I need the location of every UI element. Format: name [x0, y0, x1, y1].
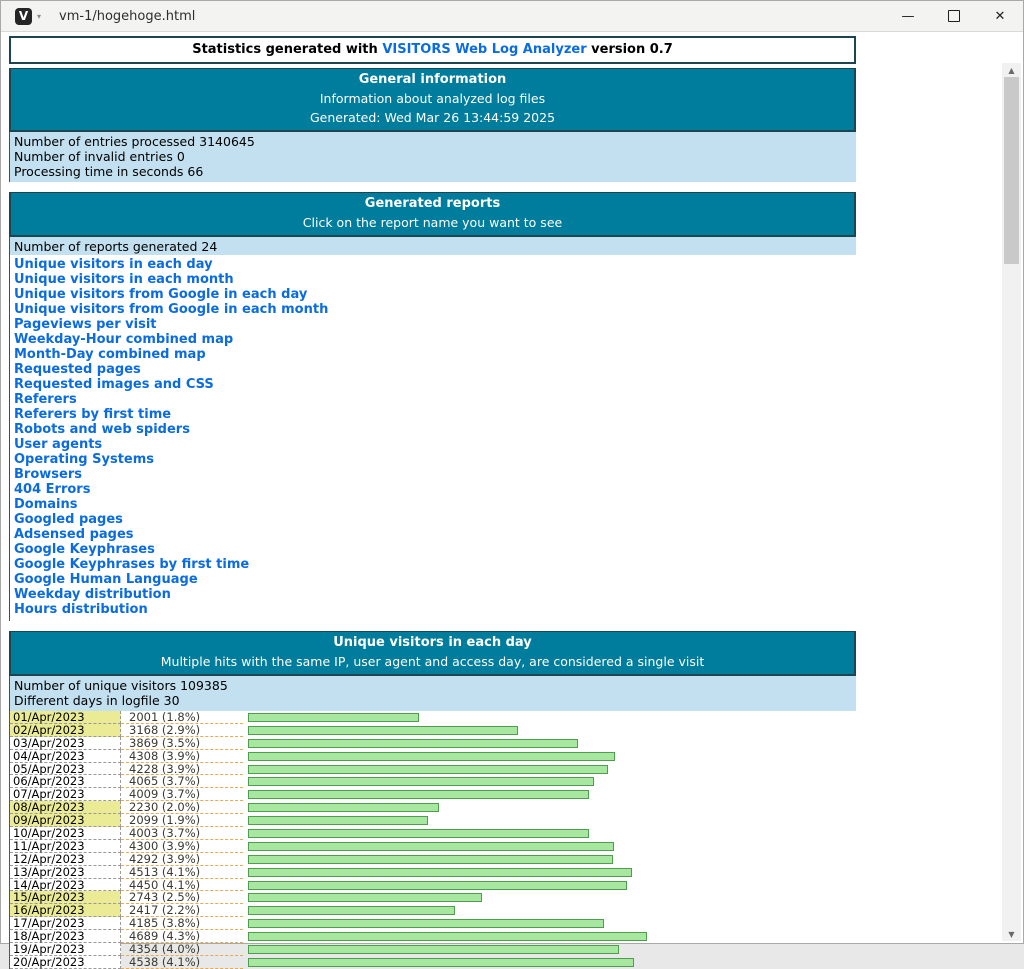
visitor-bar — [248, 919, 604, 928]
bar-cell — [243, 930, 856, 943]
value-cell: 2230 (2.0%) — [121, 801, 243, 814]
visitor-bar — [248, 906, 455, 915]
bar-cell — [243, 711, 856, 724]
date-cell: 17/Apr/2023 — [10, 917, 121, 930]
visitor-bar — [248, 726, 518, 735]
date-cell: 05/Apr/2023 — [10, 763, 121, 776]
date-cell: 10/Apr/2023 — [10, 827, 121, 840]
visitor-bar — [248, 893, 482, 902]
bar-cell — [243, 840, 856, 853]
visitor-bar — [248, 765, 608, 774]
visitor-bar — [248, 803, 439, 812]
bar-cell — [243, 788, 856, 801]
daily-visitors-subtitle: Multiple hits with the same IP, user agent and access day, are considered a single visit — [160, 654, 705, 669]
report-link[interactable]: Browsers — [14, 467, 82, 482]
date-cell: 07/Apr/2023 — [10, 788, 121, 801]
date-cell: 08/Apr/2023 — [10, 801, 121, 814]
value-cell: 2743 (2.5%) — [121, 891, 243, 904]
value-cell: 4300 (3.9%) — [121, 840, 243, 853]
report-link[interactable]: Domains — [14, 497, 78, 512]
title-prefix: Statistics generated with — [192, 42, 383, 57]
general-info-stats — [9, 132, 856, 182]
report-link[interactable]: Pageviews per visit — [14, 317, 157, 332]
daily-visitors-title: Unique visitors in each day — [333, 635, 532, 650]
minimize-button[interactable]: — — [901, 8, 915, 24]
bar-cell — [243, 853, 856, 866]
report-link[interactable]: Weekday-Hour combined map — [14, 332, 234, 347]
general-info-subtitle: Information about analyzed log files — [319, 91, 546, 106]
value-cell: 4228 (3.9%) — [121, 763, 243, 776]
report-link[interactable]: User agents — [14, 437, 103, 452]
date-cell: 16/Apr/2023 — [10, 904, 121, 917]
titlebar — [1, 1, 1023, 32]
report-links — [9, 255, 856, 621]
report-link[interactable]: Google Keyphrases by first time — [14, 557, 250, 572]
date-cell: 04/Apr/2023 — [10, 750, 121, 763]
daily-visitors-header — [9, 631, 856, 676]
maximize-icon — [948, 10, 960, 22]
report-link[interactable]: Unique visitors in each day — [14, 257, 213, 272]
bar-cell — [243, 737, 856, 750]
value-cell: 4689 (4.3%) — [121, 930, 243, 943]
date-cell: 15/Apr/2023 — [10, 891, 121, 904]
scrollbar-thumb[interactable] — [1004, 77, 1019, 264]
maximize-button[interactable] — [931, 1, 977, 31]
stat-line: Number of reports generated 24 — [14, 239, 218, 254]
date-cell: 06/Apr/2023 — [10, 775, 121, 788]
bar-cell — [243, 904, 856, 917]
bar-cell — [243, 943, 856, 956]
visitor-bar — [248, 739, 578, 748]
value-cell: 4354 (4.0%) — [121, 943, 243, 956]
value-cell: 4513 (4.1%) — [121, 866, 243, 879]
page-body — [1, 32, 1023, 969]
report-link[interactable]: Month-Day combined map — [14, 347, 206, 362]
visitor-bar — [248, 868, 632, 877]
visitor-bar — [248, 958, 634, 967]
visitor-bar — [248, 932, 647, 941]
bar-cell — [243, 956, 856, 969]
generated-reports-header — [9, 192, 856, 237]
date-cell: 18/Apr/2023 — [10, 930, 121, 943]
value-cell: 4065 (3.7%) — [121, 775, 243, 788]
report-link[interactable]: Unique visitors from Google in each month — [14, 302, 329, 317]
generated-reports-title: Generated reports — [364, 196, 501, 211]
visitors-analyzer-link[interactable]: VISITORS Web Log Analyzer — [382, 42, 587, 57]
bar-cell — [243, 750, 856, 763]
bar-cell — [243, 891, 856, 904]
general-info-title: General information — [358, 72, 507, 87]
value-cell: 4308 (3.9%) — [121, 750, 243, 763]
stat-line: Number of entries processed 3140645 — [14, 134, 255, 149]
report-link[interactable]: Unique visitors from Google in each day — [14, 287, 308, 302]
visitor-bar — [248, 855, 613, 864]
stat-line: Processing time in seconds 66 — [14, 164, 204, 179]
value-cell: 2099 (1.9%) — [121, 814, 243, 827]
value-cell: 2001 (1.8%) — [121, 711, 243, 724]
visitor-bar — [248, 752, 615, 761]
value-cell: 2417 (2.2%) — [121, 904, 243, 917]
visitor-bar — [248, 881, 627, 890]
bar-cell — [243, 763, 856, 776]
page-title — [9, 36, 856, 64]
date-cell: 14/Apr/2023 — [10, 879, 121, 892]
visitor-bar — [248, 829, 589, 838]
value-cell: 4450 (4.1%) — [121, 879, 243, 892]
report-link[interactable]: Operating Systems — [14, 452, 155, 467]
date-cell: 03/Apr/2023 — [10, 737, 121, 750]
value-cell: 4292 (3.9%) — [121, 853, 243, 866]
date-cell: 13/Apr/2023 — [10, 866, 121, 879]
report-link[interactable]: Robots and web spiders — [14, 422, 190, 437]
report-link[interactable]: Google Human Language — [14, 572, 198, 587]
date-cell: 11/Apr/2023 — [10, 840, 121, 853]
visitor-bar — [248, 816, 428, 825]
report-link[interactable]: 404 Errors — [14, 482, 91, 497]
stat-line: Number of invalid entries 0 — [14, 149, 185, 164]
value-cell: 3869 (3.5%) — [121, 737, 243, 750]
date-cell: 09/Apr/2023 — [10, 814, 121, 827]
report-link[interactable]: Requested pages — [14, 362, 141, 377]
value-cell: 4538 (4.1%) — [121, 956, 243, 969]
visitor-bar — [248, 790, 589, 799]
daily-visitors-table — [9, 711, 856, 969]
reports-count — [9, 237, 856, 255]
daily-visitors-stats — [9, 676, 856, 711]
value-cell: 4009 (3.7%) — [121, 788, 243, 801]
date-cell: 19/Apr/2023 — [10, 943, 121, 956]
bar-cell — [243, 879, 856, 892]
date-cell: 12/Apr/2023 — [10, 853, 121, 866]
date-cell: 20/Apr/2023 — [10, 956, 121, 969]
bar-cell — [243, 775, 856, 788]
window-title: vm-1/hogehoge.html — [59, 8, 196, 24]
date-cell: 02/Apr/2023 — [10, 724, 121, 737]
visitor-bar — [248, 777, 594, 786]
visitor-bar — [248, 945, 619, 954]
report-link[interactable]: Hours distribution — [14, 602, 148, 617]
stat-line: Different days in logfile 30 — [14, 693, 180, 708]
bar-cell — [243, 801, 856, 814]
table-row — [10, 956, 856, 969]
scroll-up-icon[interactable]: ▲ — [1008, 65, 1015, 75]
date-cell: 01/Apr/2023 — [10, 711, 121, 724]
general-info-generated: Generated: Wed Mar 26 13:44:59 2025 — [309, 110, 556, 125]
bar-cell — [243, 724, 856, 737]
chevron-down-icon[interactable]: ▾ — [37, 11, 42, 21]
value-cell: 3168 (2.9%) — [121, 724, 243, 737]
report-link[interactable]: Google Keyphrases — [14, 542, 155, 557]
report-link[interactable]: Adsensed pages — [14, 527, 134, 542]
vertical-scrollbar[interactable] — [1002, 63, 1021, 941]
generated-reports-subtitle: Click on the report name you want to see — [302, 215, 563, 230]
scroll-down-icon[interactable]: ▼ — [1008, 929, 1015, 939]
report-link[interactable]: Unique visitors in each month — [14, 272, 234, 287]
browser-logo-icon[interactable]: V — [15, 8, 32, 25]
report-content — [9, 36, 856, 969]
visitor-bar — [248, 713, 419, 722]
bar-cell — [243, 917, 856, 930]
report-link[interactable]: Referers — [14, 392, 77, 407]
window-controls — [885, 1, 1023, 31]
report-link[interactable]: Weekday distribution — [14, 587, 171, 602]
close-button[interactable]: ✕ — [994, 8, 1006, 24]
title-suffix: version 0.7 — [586, 42, 673, 57]
visitor-bar — [248, 842, 614, 851]
value-cell: 4185 (3.8%) — [121, 917, 243, 930]
general-info-header — [9, 68, 856, 132]
report-link[interactable]: Referers by first time — [14, 407, 172, 422]
report-link[interactable]: Googled pages — [14, 512, 123, 527]
report-link[interactable]: Requested images and CSS — [14, 377, 214, 392]
bar-cell — [243, 866, 856, 879]
stat-line: Number of unique visitors 109385 — [14, 678, 228, 693]
bar-cell — [243, 827, 856, 840]
value-cell: 4003 (3.7%) — [121, 827, 243, 840]
bar-cell — [243, 814, 856, 827]
